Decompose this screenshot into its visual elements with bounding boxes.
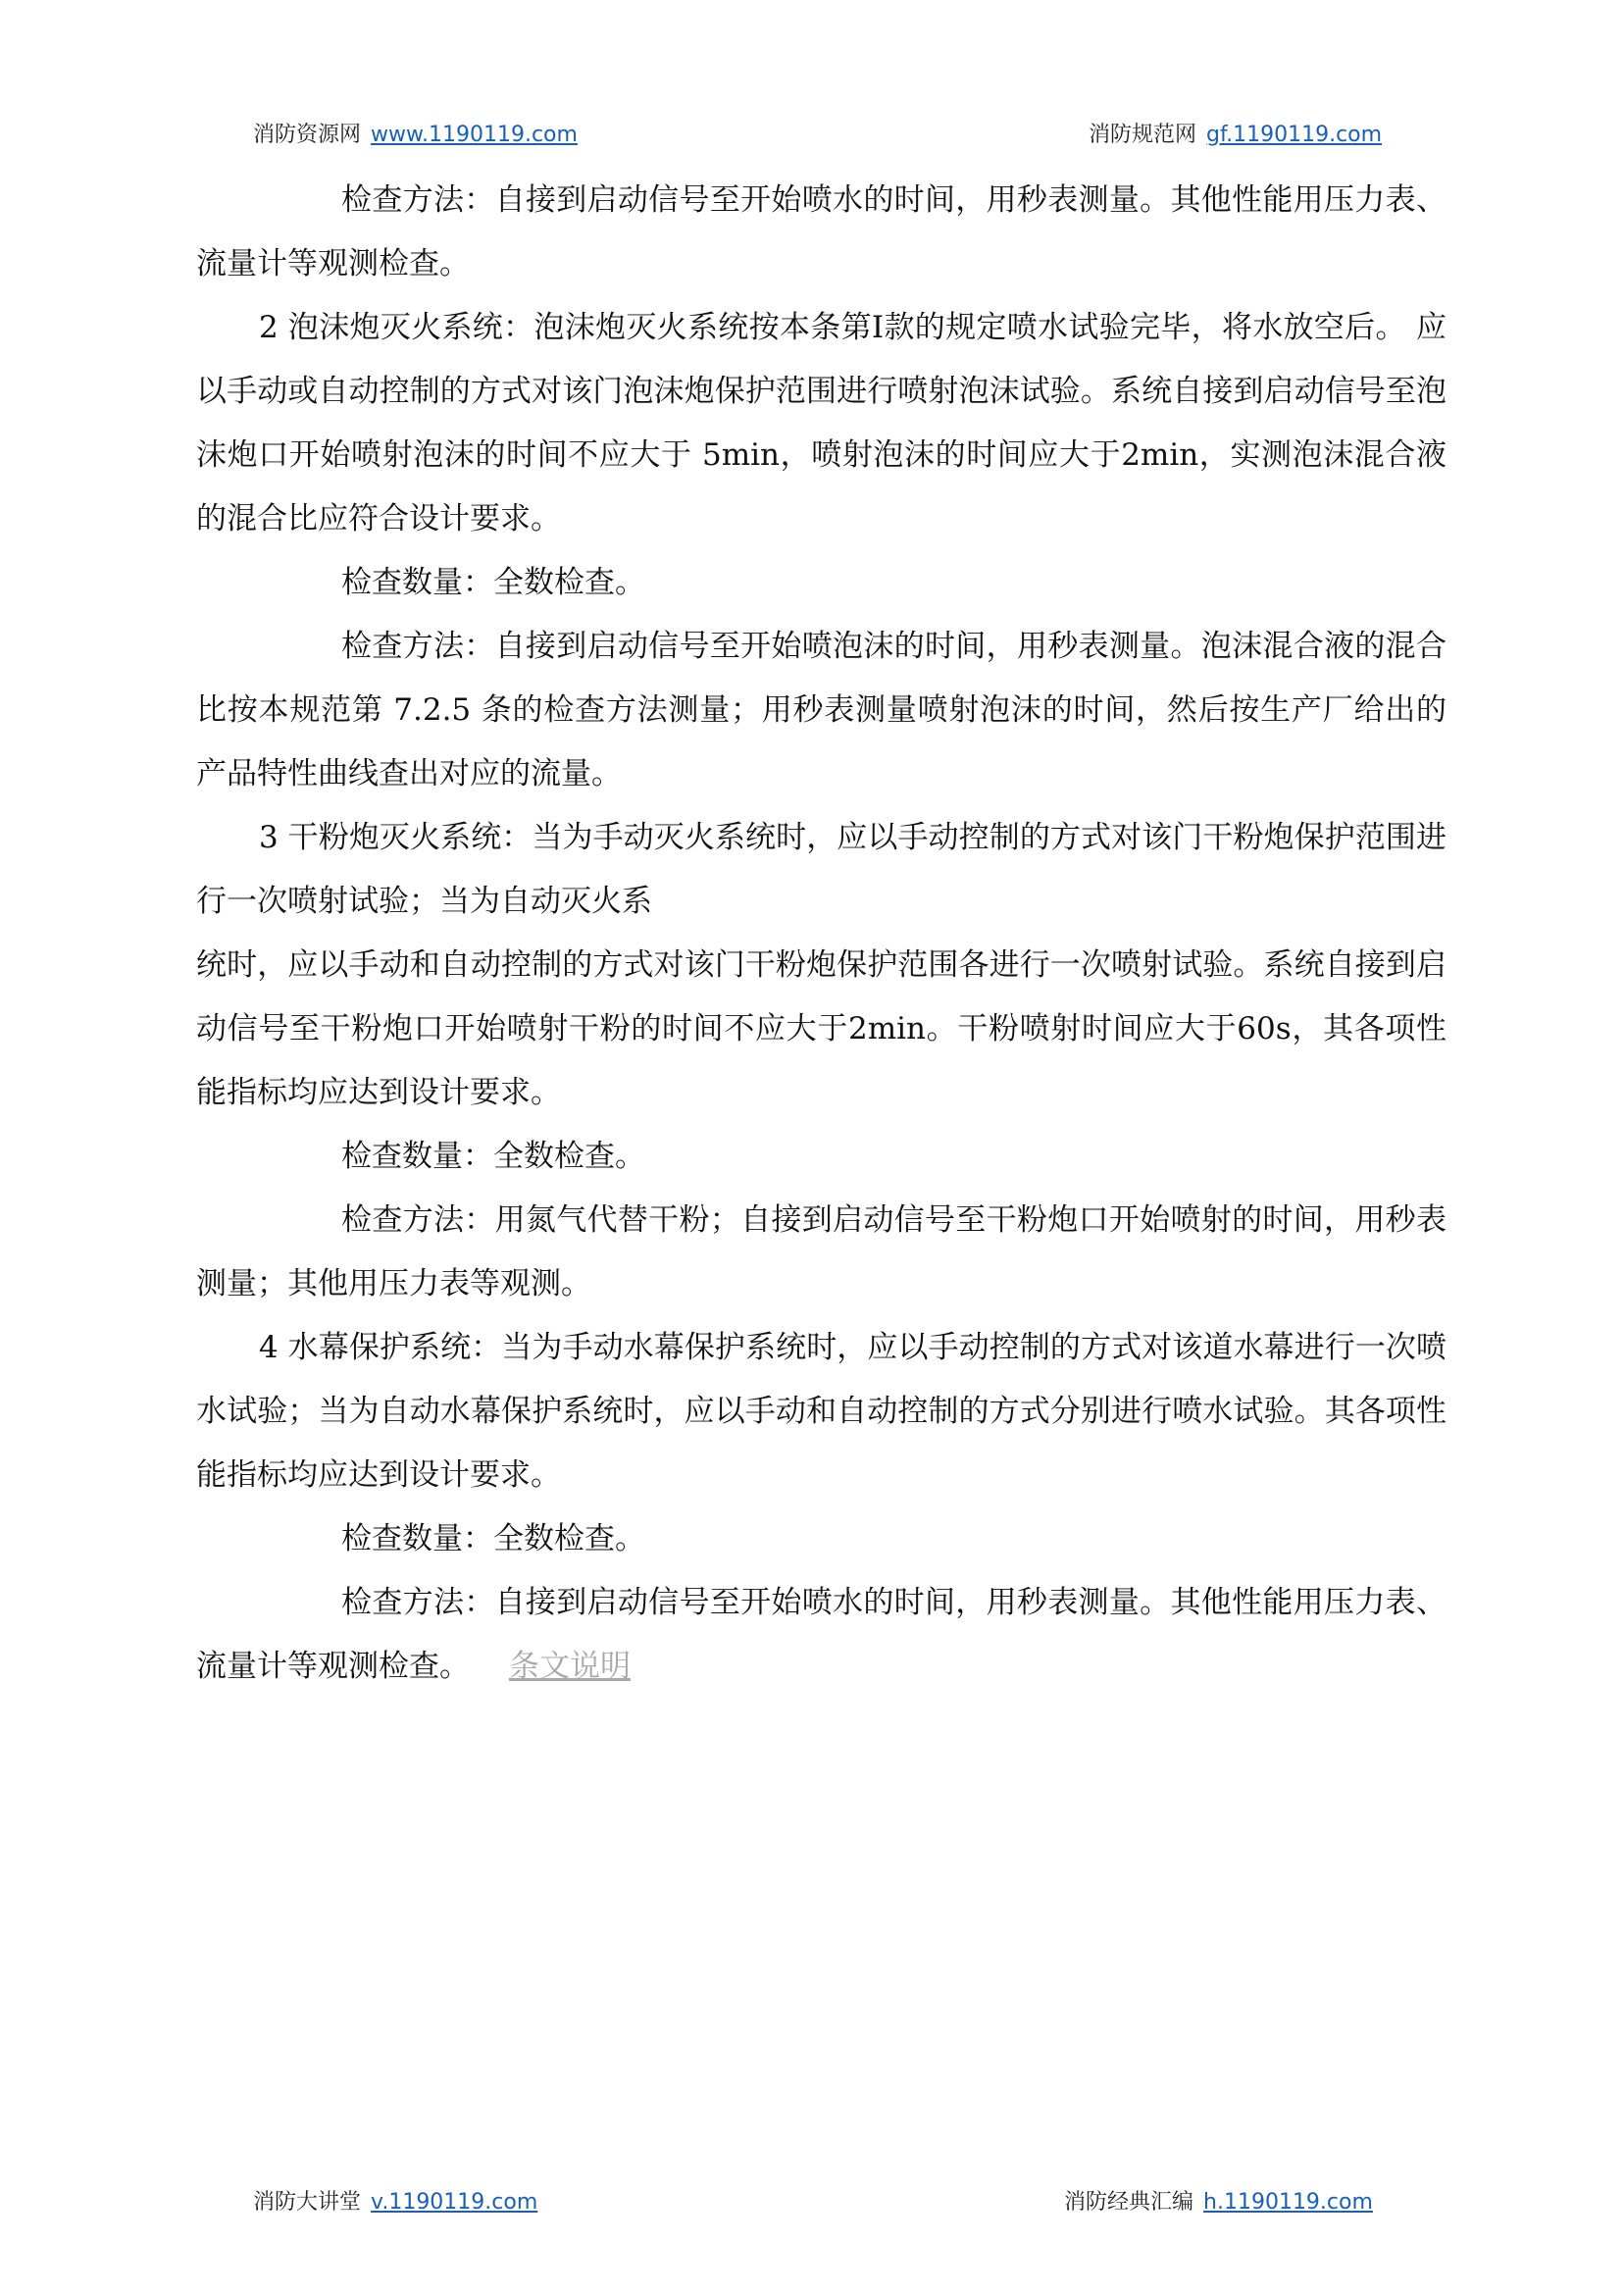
header-left (253, 118, 578, 148)
document-body (196, 169, 1446, 1699)
paragraph-check-method-4 (196, 1571, 1446, 1699)
header-right-label: 消防规范网 (1089, 123, 1197, 147)
page-header (0, 118, 1624, 157)
paragraph-water-curtain: 4 水幕保护系统：当为手动水幕保护系统时，应以手动控制的方式对该道水幕进行一次喷水试验；当为自动水幕保护系统时，应以手动和自动控制的方式分别进行喷水试验。其各项性能指标均应达到设计要求。 (196, 1330, 1446, 1493)
footer-right-label: 消防经典汇编 (1064, 2190, 1194, 2215)
footer-right (1064, 2185, 1373, 2216)
footer-left-link[interactable]: v.1190119.com (371, 2190, 538, 2215)
footer-left (253, 2185, 537, 2216)
paragraph-check-quantity-2: 检查数量：全数检查。 (341, 1139, 645, 1174)
paragraph-check-quantity-1: 检查数量：全数检查。 (341, 565, 645, 600)
header-left-label: 消防资源网 (253, 123, 362, 147)
header-left-link[interactable]: www.1190119.com (371, 123, 578, 147)
paragraph-foam-cannon: 2 泡沫炮灭火系统：泡沫炮灭火系统按本条第Ⅰ款的规定喷水试验完毕，将水放空后。 应以手动或自动控制的方式对该门泡沫炮保护范围进行喷射泡沫试验。系统自接到启动信号至泡沫炮口开始喷射泡沫的时间不应大于 5min，喷射泡沫的时间应大于2min，实测泡沫混合液的混合比应符合设计要求。 (196, 310, 1446, 536)
paragraph-check-method-2: 检查方法：自接到启动信号至开始喷泡沫的时间，用秒表测量。泡沫混合液的混合比按本规范第 7.2.5 条的检查方法测量；用秒表测量喷射泡沫的时间，然后按生产厂给出的产品特性曲线查出对应的流量。 (196, 629, 1446, 791)
header-right (1089, 118, 1382, 148)
paragraph-dry-powder-a: 3 干粉炮灭火系统：当为手动灭火系统时，应以手动控制的方式对该门干粉炮保护范围进行一次喷射试验；当为自动灭火系 (196, 820, 1446, 919)
footer-right-link[interactable]: h.1190119.com (1203, 2190, 1373, 2215)
paragraph-check-quantity-3: 检查数量：全数检查。 (341, 1521, 645, 1556)
page-footer (0, 2185, 1624, 2224)
check-method-4-text: 检查方法：自接到启动信号至开始喷水的时间，用秒表测量。其他性能用压力表、流量计等观测检查。 (196, 1585, 1446, 1684)
paragraph-check-method-1: 检查方法：自接到启动信号至开始喷水的时间，用秒表测量。其他性能用压力表、流量计等观测检查。 (196, 182, 1446, 281)
footer-left-label: 消防大讲堂 (253, 2190, 362, 2215)
paragraph-check-method-3: 检查方法：用氮气代替干粉；自接到启动信号至干粉炮口开始喷射的时间，用秒表测量；其他用压力表等观测。 (196, 1202, 1446, 1301)
clause-explanation-link[interactable]: 条文说明 (509, 1649, 631, 1684)
paragraph-dry-powder-b: 统时，应以手动和自动控制的方式对该门干粉炮保护范围各进行一次喷射试验。系统自接到启动信号至干粉炮口开始喷射干粉的时间不应大于2min。干粉喷射时间应大于60s，其各项性能指标均应达到设计要求。 (196, 947, 1446, 1110)
header-right-link[interactable]: gf.1190119.com (1206, 123, 1383, 147)
